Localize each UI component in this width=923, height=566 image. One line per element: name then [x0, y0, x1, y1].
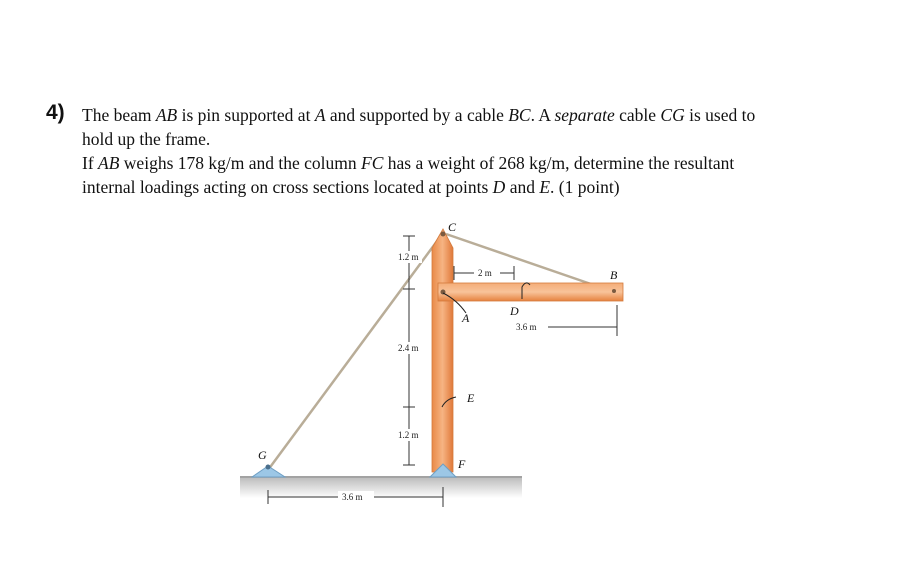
label-f: F	[458, 457, 466, 471]
question-number: 4)	[46, 101, 65, 124]
dim-middle-left: 2.4 m	[398, 343, 419, 353]
label-a: A	[462, 311, 470, 325]
dim-beam-right: 3.6 m	[516, 322, 537, 332]
label-e: E	[467, 391, 475, 405]
problem-line-2: hold up the frame.	[82, 129, 211, 149]
problem-line-4: internal loadings acting on cross sections located at points D and E. (1 point)	[82, 177, 620, 197]
dim-bottom-left: 1.2 m	[398, 430, 419, 440]
beam-ab	[438, 283, 623, 301]
label-c: C	[448, 220, 457, 234]
column-fc	[432, 229, 453, 472]
dim-ground: 3.6 m	[342, 492, 363, 502]
label-b: B	[610, 268, 618, 282]
pin-b-icon	[612, 289, 616, 293]
problem-line-1: The beam AB is pin supported at A and supported by a cable BC. A separate cable CG is used to	[82, 105, 756, 125]
dim-top-left: 1.2 m	[398, 252, 419, 262]
label-g: G	[258, 448, 267, 462]
dim-top-beam: 2 m	[478, 268, 492, 278]
ground	[240, 476, 522, 498]
label-d: D	[510, 304, 519, 318]
problem-line-3: If AB weighs 178 kg/m and the column FC has a weight of 268 kg/m, determine the resultant	[82, 153, 735, 173]
pin-c-icon	[441, 232, 446, 237]
pin-g-icon	[266, 465, 271, 470]
